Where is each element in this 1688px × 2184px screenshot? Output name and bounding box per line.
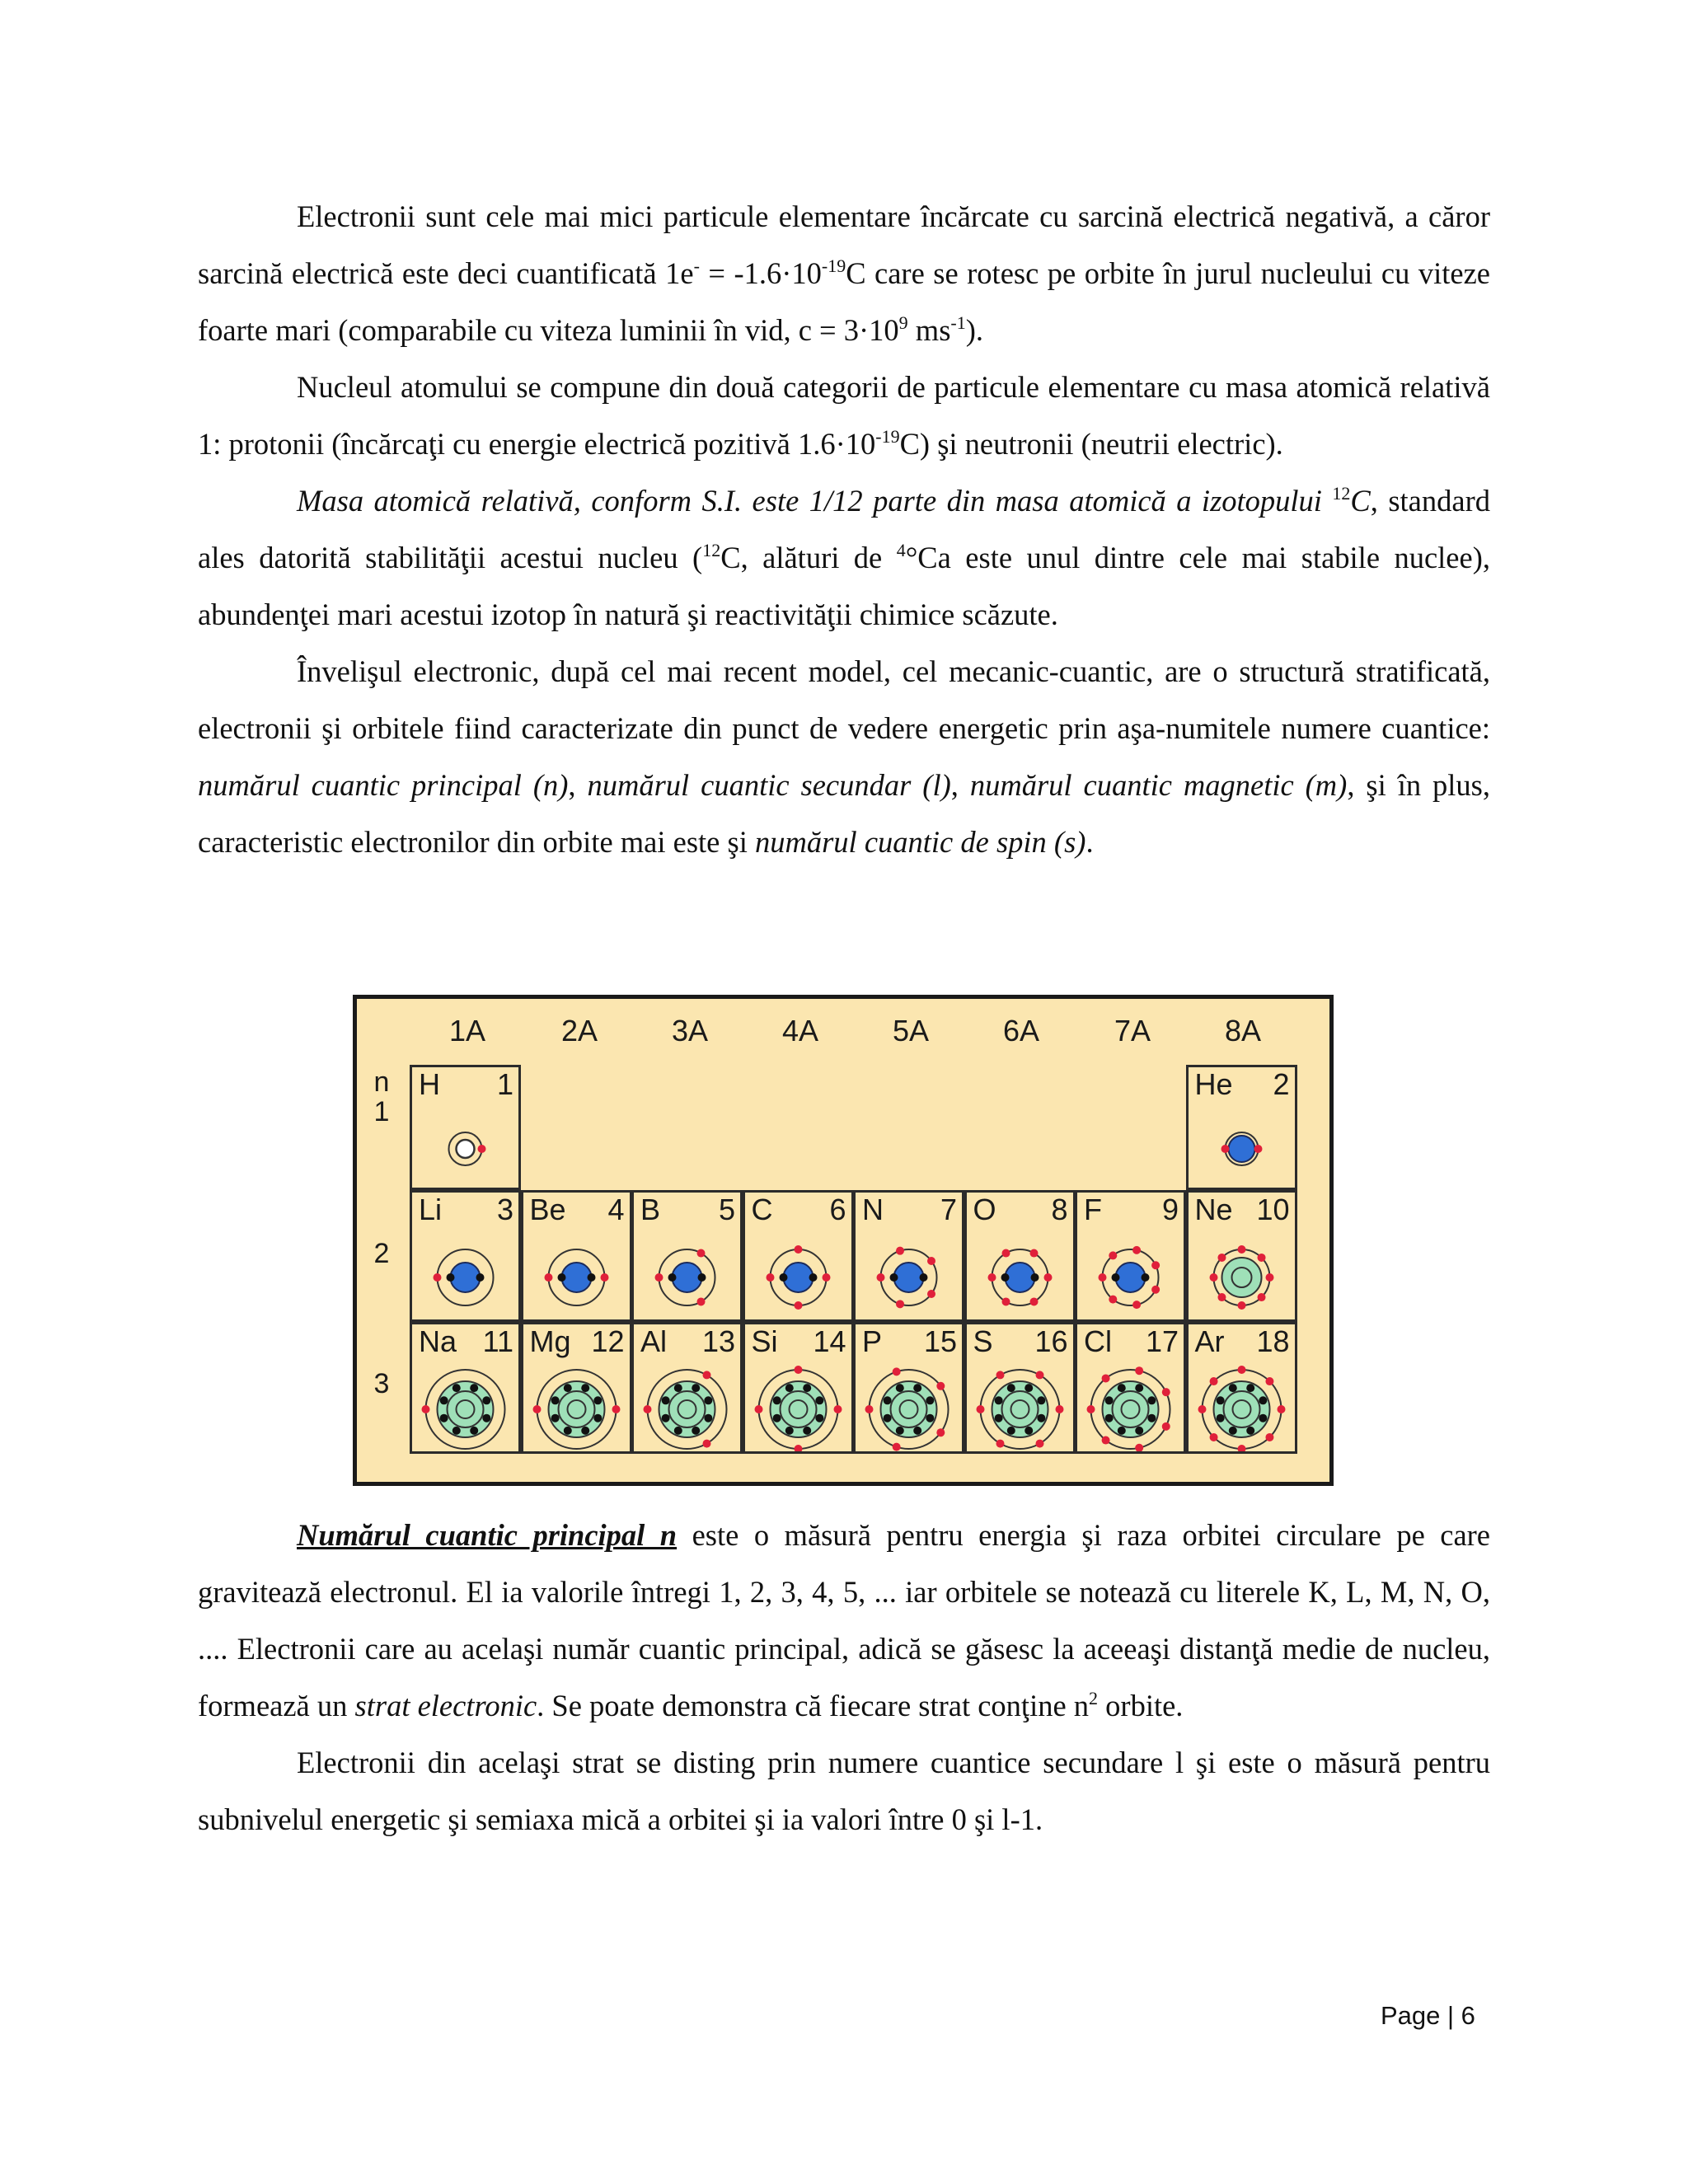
core-electron <box>704 1414 712 1422</box>
core-electron <box>1259 1414 1267 1422</box>
valence-electron <box>754 1405 762 1413</box>
element-cell-he <box>1186 1065 1297 1190</box>
atomic-number: 7 <box>940 1193 957 1226</box>
paragraph-nucleus: Nucleul atomului se compune din două categorii de particule elementare cu masa atomică relativă 1: protonii (încărcaţi cu energie electrică pozitivă $1.6\cdot 10^{-19}C$) şi neutronii (neutrii electric). <box>198 370 1490 461</box>
core-electron <box>926 1414 934 1422</box>
core-electron <box>815 1414 823 1422</box>
paragraph-atomic-mass: Masa atomică relativă, conform S.I. este 1/12 parte din masa atomică a izotopului $^{12}$C, standard ales datorită stabilităţii acestui nucleu ($^{12}$C, alături de $^4$°Ca este unul dintre cele mai stabile nuclee), abundenţei mari acestui izotop în natură şi reactivităţii chimice scăzute. <box>198 483 1490 631</box>
core-electron <box>692 1427 700 1435</box>
valence-electron <box>976 1405 984 1413</box>
valence-electron <box>1035 1371 1043 1379</box>
core-electron <box>447 1273 455 1282</box>
valence-electron <box>1043 1273 1052 1282</box>
valence-electron <box>1209 1273 1217 1282</box>
atomic-number: 6 <box>829 1193 846 1226</box>
group-label-8a: 8A <box>1224 1014 1262 1047</box>
atomic-number: 8 <box>1051 1193 1068 1226</box>
element-symbol: Al <box>640 1324 668 1358</box>
group-label-1a: 1A <box>448 1014 486 1047</box>
valence-electron <box>644 1405 652 1413</box>
valence-electron <box>697 1297 706 1305</box>
core-electron <box>674 1384 682 1392</box>
element-symbol: O <box>973 1193 996 1226</box>
core-electron <box>1118 1384 1126 1392</box>
core-electron <box>470 1427 478 1435</box>
atomic-number: 4 <box>607 1193 625 1226</box>
core-electron <box>1147 1414 1156 1422</box>
core-electron <box>920 1273 928 1282</box>
valence-electron <box>1217 1293 1226 1301</box>
valence-electron <box>600 1273 608 1282</box>
element-symbol: P <box>862 1324 883 1358</box>
atomic-number: 3 <box>496 1193 513 1226</box>
valence-electron <box>1151 1286 1160 1294</box>
core-electron <box>785 1384 793 1392</box>
core-electron <box>1006 1384 1015 1392</box>
period-label-3: 3 <box>373 1368 390 1399</box>
valence-electron <box>1029 1249 1038 1258</box>
element-symbol: Si <box>751 1324 778 1358</box>
valence-electron <box>1055 1405 1063 1413</box>
element-cell-s <box>964 1322 1076 1454</box>
atomic-number: 14 <box>813 1324 846 1358</box>
valence-electron <box>833 1405 842 1413</box>
valence-electron <box>1102 1436 1110 1445</box>
periodic-table-figure <box>353 995 1334 1486</box>
element-cell-b <box>631 1190 743 1322</box>
nucleus <box>1116 1263 1146 1292</box>
core-electron <box>884 1414 892 1422</box>
nucleus <box>783 1263 813 1292</box>
valence-electron <box>478 1145 486 1153</box>
valence-electron <box>1132 1301 1141 1309</box>
valence-electron <box>655 1273 663 1282</box>
core-electron <box>551 1396 559 1404</box>
valence-electron <box>1001 1297 1010 1305</box>
bohr-model-ar <box>1189 1324 1295 1451</box>
core-electron <box>779 1273 787 1282</box>
bohr-model-s <box>967 1324 1073 1451</box>
valence-electron <box>1151 1261 1160 1269</box>
element-cell-p <box>853 1322 964 1454</box>
page-number: Page | 6 <box>1381 2001 1475 2030</box>
bohr-model-b <box>634 1193 740 1319</box>
bohr-model-c <box>745 1193 851 1319</box>
element-cell-na <box>410 1322 521 1454</box>
nucleus <box>673 1263 702 1292</box>
core-electron <box>772 1396 781 1404</box>
core-electron <box>1105 1396 1114 1404</box>
nucleus <box>1228 1136 1254 1162</box>
core-electron <box>1025 1384 1033 1392</box>
bohr-model-he <box>1189 1067 1295 1188</box>
core-shell <box>1103 1381 1159 1437</box>
core-electron <box>1112 1273 1120 1282</box>
valence-electron <box>1254 1145 1262 1153</box>
valence-electron <box>896 1300 904 1308</box>
valence-electron <box>794 1366 802 1374</box>
core-shell <box>548 1381 604 1437</box>
atomic-number: 13 <box>701 1324 735 1358</box>
valence-electron <box>794 1245 802 1254</box>
atomic-number: 16 <box>1034 1324 1068 1358</box>
element-cell-c <box>743 1190 854 1322</box>
valence-electron <box>544 1273 552 1282</box>
core-electron <box>1147 1396 1156 1404</box>
valence-electron <box>1265 1433 1273 1441</box>
core-electron <box>593 1396 602 1404</box>
core-electron <box>913 1384 921 1392</box>
body-text-bottom <box>198 1507 1490 1848</box>
element-symbol: B <box>640 1193 661 1226</box>
valence-electron <box>1217 1254 1226 1262</box>
valence-electron <box>893 1367 901 1376</box>
core-electron <box>1006 1427 1015 1435</box>
bohr-model-f <box>1077 1193 1184 1319</box>
core-electron <box>1216 1396 1224 1404</box>
paragraph-principal-quantum-number: Numărul cuantic principal n este o măsură pentru energia şi raza orbitei circulare pe care gravitează electronul. El ia valorile întregi 1, 2, 3, 4, 5, ... iar orbitele se notează cu literele K, L, M, N, O, .... Electronii care au acelaşi număr cuantic principal, adică se găsesc la aceeaşi distanţă medie de nucleu, formează un strat electronic. Se poate demonstra că fiecare strat conţine $n^2$ orbite. <box>198 1518 1491 1722</box>
valence-electron <box>877 1273 885 1282</box>
atomic-number: 15 <box>923 1324 957 1358</box>
core-electron <box>994 1414 1002 1422</box>
core-electron <box>1246 1384 1254 1392</box>
element-symbol: C <box>751 1193 773 1226</box>
valence-electron <box>1198 1405 1206 1413</box>
element-symbol: Be <box>529 1193 566 1226</box>
bohr-model-o <box>967 1193 1073 1319</box>
core-electron <box>1037 1396 1045 1404</box>
core-shell <box>992 1381 1048 1437</box>
core-electron <box>581 1384 589 1392</box>
core-electron <box>1142 1273 1150 1282</box>
valence-electron <box>1237 1445 1245 1451</box>
core-electron <box>1246 1427 1254 1435</box>
core-electron <box>440 1396 448 1404</box>
valence-electron <box>936 1382 945 1390</box>
element-symbol: He <box>1194 1067 1233 1101</box>
valence-electron <box>1132 1246 1141 1254</box>
core-electron <box>440 1414 448 1422</box>
core-electron <box>785 1427 793 1435</box>
core-electron <box>913 1427 921 1435</box>
core-electron <box>692 1384 700 1392</box>
valence-electron <box>996 1440 1004 1448</box>
group-label-7a: 7A <box>1114 1014 1151 1047</box>
valence-electron <box>996 1371 1004 1379</box>
element-symbol: Cl <box>1084 1324 1112 1358</box>
core-shell <box>881 1381 937 1437</box>
core-electron <box>476 1273 485 1282</box>
core-electron <box>1216 1414 1224 1422</box>
core-electron <box>482 1414 490 1422</box>
element-cell-ne <box>1186 1190 1297 1322</box>
valence-electron <box>1162 1388 1170 1396</box>
core-electron <box>772 1414 781 1422</box>
element-cell-li <box>410 1190 521 1322</box>
valence-electron <box>1135 1444 1143 1451</box>
core-shell <box>1221 1258 1261 1297</box>
core-electron <box>994 1396 1002 1404</box>
bohr-model-mg <box>523 1324 630 1451</box>
atomic-number: 5 <box>718 1193 735 1226</box>
core-shell <box>770 1381 826 1437</box>
core-electron <box>1135 1427 1143 1435</box>
row-header-n: n <box>373 1066 390 1098</box>
atomic-number: 17 <box>1145 1324 1179 1358</box>
valence-electron <box>1109 1296 1117 1304</box>
bohr-model-al <box>634 1324 740 1451</box>
core-electron <box>581 1427 589 1435</box>
core-electron <box>704 1396 712 1404</box>
core-electron <box>815 1396 823 1404</box>
paragraph-secondary-quantum-number: Electronii din acelaşi strat se disting prin numere cuantice secundare l şi este o măsură pentru subnivelul energetic şi semiaxa mică a orbitei şi ia valori între 0 şi l-1. <box>198 1746 1490 1836</box>
element-symbol: S <box>973 1324 993 1358</box>
element-cell-h <box>410 1065 521 1190</box>
nucleus <box>894 1263 924 1292</box>
core-electron <box>1228 1384 1236 1392</box>
core-electron <box>551 1414 559 1422</box>
group-label-4a: 4A <box>781 1014 819 1047</box>
core-shell <box>438 1381 494 1437</box>
body-text-top <box>198 188 1490 870</box>
valence-electron <box>1029 1297 1038 1305</box>
core-electron <box>809 1273 817 1282</box>
valence-electron <box>1265 1377 1273 1385</box>
valence-electron <box>1221 1145 1229 1153</box>
core-electron <box>587 1273 595 1282</box>
core-electron <box>896 1384 904 1392</box>
core-electron <box>926 1396 934 1404</box>
element-cell-si <box>743 1322 854 1454</box>
element-symbol: Na <box>419 1324 457 1358</box>
valence-electron <box>987 1273 996 1282</box>
element-symbol: Ne <box>1194 1193 1233 1226</box>
valence-electron <box>1001 1249 1010 1258</box>
valence-electron <box>865 1405 874 1413</box>
valence-electron <box>1087 1405 1095 1413</box>
valence-electron <box>766 1273 774 1282</box>
valence-electron <box>1035 1440 1043 1448</box>
valence-electron <box>697 1249 706 1258</box>
bohr-model-si <box>745 1324 851 1451</box>
element-symbol: Ar <box>1194 1324 1225 1358</box>
atomic-number: 2 <box>1273 1067 1290 1101</box>
bohr-model-n <box>856 1193 962 1319</box>
core-electron <box>662 1396 670 1404</box>
core-electron <box>674 1427 682 1435</box>
valence-electron <box>1162 1422 1170 1431</box>
core-electron <box>470 1384 478 1392</box>
valence-electron <box>936 1428 945 1436</box>
valence-electron <box>1265 1273 1273 1282</box>
core-electron <box>563 1427 571 1435</box>
valence-electron <box>1237 1245 1245 1254</box>
element-cell-mg <box>521 1322 632 1454</box>
bohr-model-cl <box>1077 1324 1184 1451</box>
core-shell <box>1213 1381 1269 1437</box>
element-symbol: F <box>1084 1193 1102 1226</box>
atomic-number: 1 <box>496 1067 513 1101</box>
core-electron <box>668 1273 677 1282</box>
core-electron <box>803 1427 811 1435</box>
core-electron <box>452 1427 461 1435</box>
nucleus <box>457 1140 475 1158</box>
valence-electron <box>612 1405 620 1413</box>
atomic-number: 12 <box>591 1324 625 1358</box>
core-electron <box>563 1384 571 1392</box>
element-cell-cl <box>1075 1322 1186 1454</box>
valence-electron <box>896 1247 904 1255</box>
valence-electron <box>794 1445 802 1451</box>
atomic-number: 10 <box>1256 1193 1290 1226</box>
core-electron <box>1259 1396 1267 1404</box>
group-label-6a: 6A <box>1002 1014 1040 1047</box>
valence-electron <box>794 1301 802 1310</box>
valence-electron <box>1237 1366 1245 1374</box>
bohr-model-h <box>412 1067 518 1188</box>
core-electron <box>1118 1427 1126 1435</box>
element-symbol: H <box>419 1067 440 1101</box>
valence-electron <box>927 1290 935 1298</box>
core-electron <box>884 1396 892 1404</box>
paragraph-electrons: Electronii sunt cele mai mici particule elementare încărcate cu sarcină electrică negativă, a căror sarcină electrică este deci cuantificată $1e^- = -1.6\cdot 10^{-19}C$ care se rotesc pe orbite în jurul nucleului cu viteze foarte mari (comparabile cu viteza luminii în vid, $c = 3\cdot 10^9$ $ms^{-1}$). <box>198 199 1490 347</box>
core-electron <box>482 1396 490 1404</box>
element-cell-f <box>1075 1190 1186 1322</box>
period-label-2: 2 <box>373 1238 390 1269</box>
core-electron <box>890 1273 898 1282</box>
core-electron <box>662 1414 670 1422</box>
valence-electron <box>434 1273 442 1282</box>
core-electron <box>1001 1273 1009 1282</box>
atomic-number: 9 <box>1161 1193 1179 1226</box>
core-shell <box>659 1381 715 1437</box>
bohr-model-ne <box>1189 1193 1295 1319</box>
valence-electron <box>1109 1251 1117 1259</box>
element-cell-n <box>853 1190 964 1322</box>
nucleus <box>1005 1263 1034 1292</box>
element-cell-al <box>631 1322 743 1454</box>
core-electron <box>803 1384 811 1392</box>
element-symbol: Mg <box>529 1324 571 1358</box>
valence-electron <box>703 1440 711 1448</box>
nucleus <box>451 1263 481 1292</box>
core-electron <box>698 1273 706 1282</box>
core-electron <box>1025 1427 1033 1435</box>
valence-electron <box>1135 1366 1143 1375</box>
core-electron <box>452 1384 461 1392</box>
valence-electron <box>1257 1254 1265 1262</box>
valence-electron <box>1277 1405 1285 1413</box>
atomic-number: 18 <box>1256 1324 1290 1358</box>
group-label-2a: 2A <box>560 1014 598 1047</box>
core-electron <box>1037 1414 1045 1422</box>
valence-electron <box>1102 1374 1110 1382</box>
valence-electron <box>893 1443 901 1451</box>
core-electron <box>593 1414 602 1422</box>
bohr-model-be <box>523 1193 630 1319</box>
element-cell-be <box>521 1190 632 1322</box>
core-electron <box>1228 1427 1236 1435</box>
valence-electron <box>1209 1377 1217 1385</box>
period-label-1: 1 <box>373 1096 390 1127</box>
valence-electron <box>1099 1273 1107 1282</box>
atomic-number: 11 <box>482 1324 513 1358</box>
valence-electron <box>1237 1301 1245 1310</box>
group-label-3a: 3A <box>671 1014 709 1047</box>
valence-electron <box>822 1273 830 1282</box>
core-electron <box>1105 1414 1114 1422</box>
group-label-5a: 5A <box>892 1014 930 1047</box>
paragraph-electron-shell: Învelişul electronic, după cel mai recent model, cel mecanic-cuantic, are o structură stratificată, electronii şi orbitele fiind caracterizate din punct de vedere energetic prin aşa-numitele numere cuantice: numărul cuantic principal (n), numărul cuantic secundar (l), numărul cuantic magnetic (m), şi în plus, caracteristic electronilor din orbite mai este şi numărul cuantic de spin (s). <box>198 654 1491 859</box>
valence-electron <box>1209 1433 1217 1441</box>
element-symbol: N <box>862 1193 884 1226</box>
element-cell-o <box>964 1190 1076 1322</box>
core-electron <box>1135 1384 1143 1392</box>
valence-electron <box>703 1371 711 1379</box>
core-electron <box>896 1427 904 1435</box>
valence-electron <box>422 1405 430 1413</box>
nucleus <box>561 1263 591 1292</box>
bohr-model-li <box>412 1193 518 1319</box>
bohr-model-p <box>856 1324 962 1451</box>
element-symbol: Li <box>419 1193 443 1226</box>
bohr-model-na <box>412 1324 518 1451</box>
valence-electron <box>1257 1293 1265 1301</box>
core-electron <box>557 1273 565 1282</box>
element-cell-ar <box>1186 1322 1297 1454</box>
core-electron <box>1030 1273 1039 1282</box>
valence-electron <box>927 1257 935 1265</box>
valence-electron <box>532 1405 541 1413</box>
